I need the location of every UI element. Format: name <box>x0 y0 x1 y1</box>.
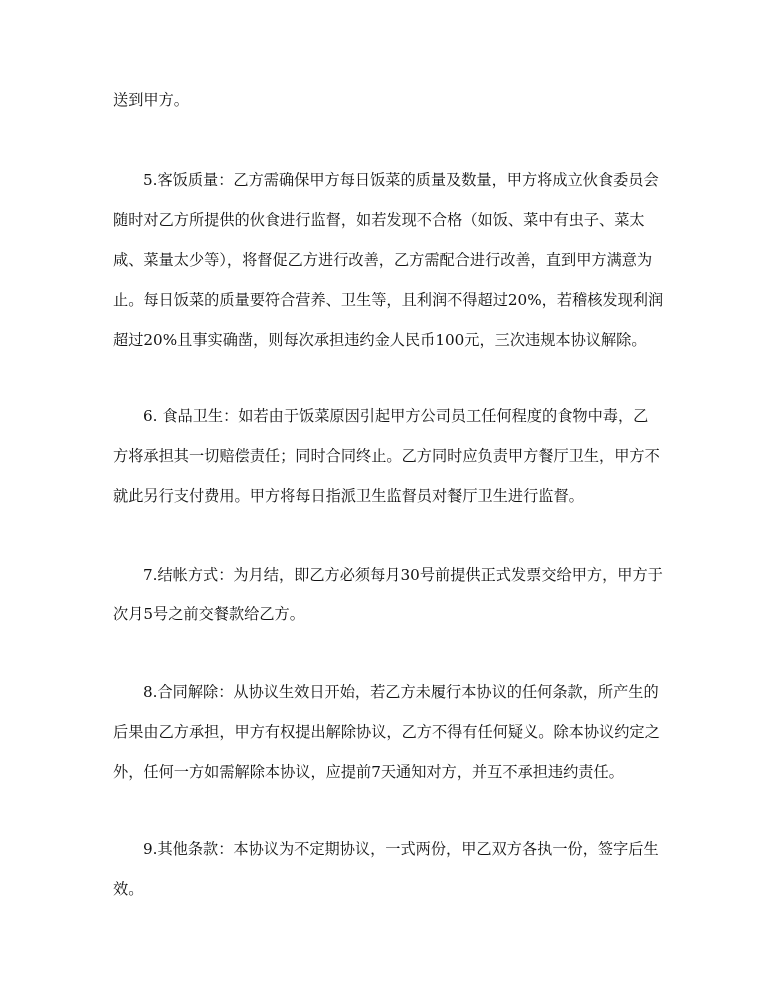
clause-6-line-1: 6. 食品卫生：如若由于饭菜原因引起甲方公司员工任何程度的食物中毒，乙 <box>143 407 649 425</box>
clause-5-line-5: 超过20%且事实确凿，则每次承担违约金人民币100元，三次违规本协议解除。 <box>113 331 647 349</box>
clause-9-line-1: 9.其他条款：本协议为不定期协议，一式两份，甲乙双方各执一份，签字后生 <box>143 840 659 858</box>
clause-4-line-end: 送到甲方。 <box>113 91 189 109</box>
clause-6-line-3: 就此另行支付费用。甲方将每日指派卫生监督员对餐厅卫生进行监督。 <box>113 487 584 505</box>
clause-5-line-3: 咸、菜量太少等），将督促乙方进行改善，乙方需配合进行改善，直到甲方满意为 <box>113 251 653 269</box>
clause-7-line-2: 次月5号之前交餐款给乙方。 <box>113 605 305 623</box>
clause-7-line-1: 7.结帐方式：为月结，即乙方必须每月30号前提供正式发票交给甲方，甲方于 <box>143 566 663 584</box>
clause-9-line-2: 效。 <box>113 880 144 898</box>
clause-8-line-1: 8.合同解除：从协议生效日开始，若乙方未履行本协议的任何条款，所产生的 <box>143 683 659 701</box>
clause-8-line-2: 后果由乙方承担，甲方有权提出解除协议，乙方不得有任何疑义。除本协议约定之 <box>113 723 660 741</box>
clause-5-line-4: 止。每日饭菜的质量要符合营养、卫生等，且利润不得超过20%，若稽核发现利润 <box>113 291 664 309</box>
clause-5-line-1: 5.客饭质量：乙方需确保甲方每日饭菜的质量及数量，甲方将成立伙食委员会 <box>143 171 659 189</box>
clause-5-line-2: 随时对乙方所提供的伙食进行监督，如若发现不合格（如饭、菜中有虫子、菜太 <box>113 211 645 229</box>
clause-8-line-3: 外，任何一方如需解除本协议，应提前7天通知对方，并互不承担违约责任。 <box>113 763 624 781</box>
clause-6-line-2: 方将承担其一切赔偿责任；同时合同终止。乙方同时应负责甲方餐厅卫生，甲方不 <box>113 447 660 465</box>
